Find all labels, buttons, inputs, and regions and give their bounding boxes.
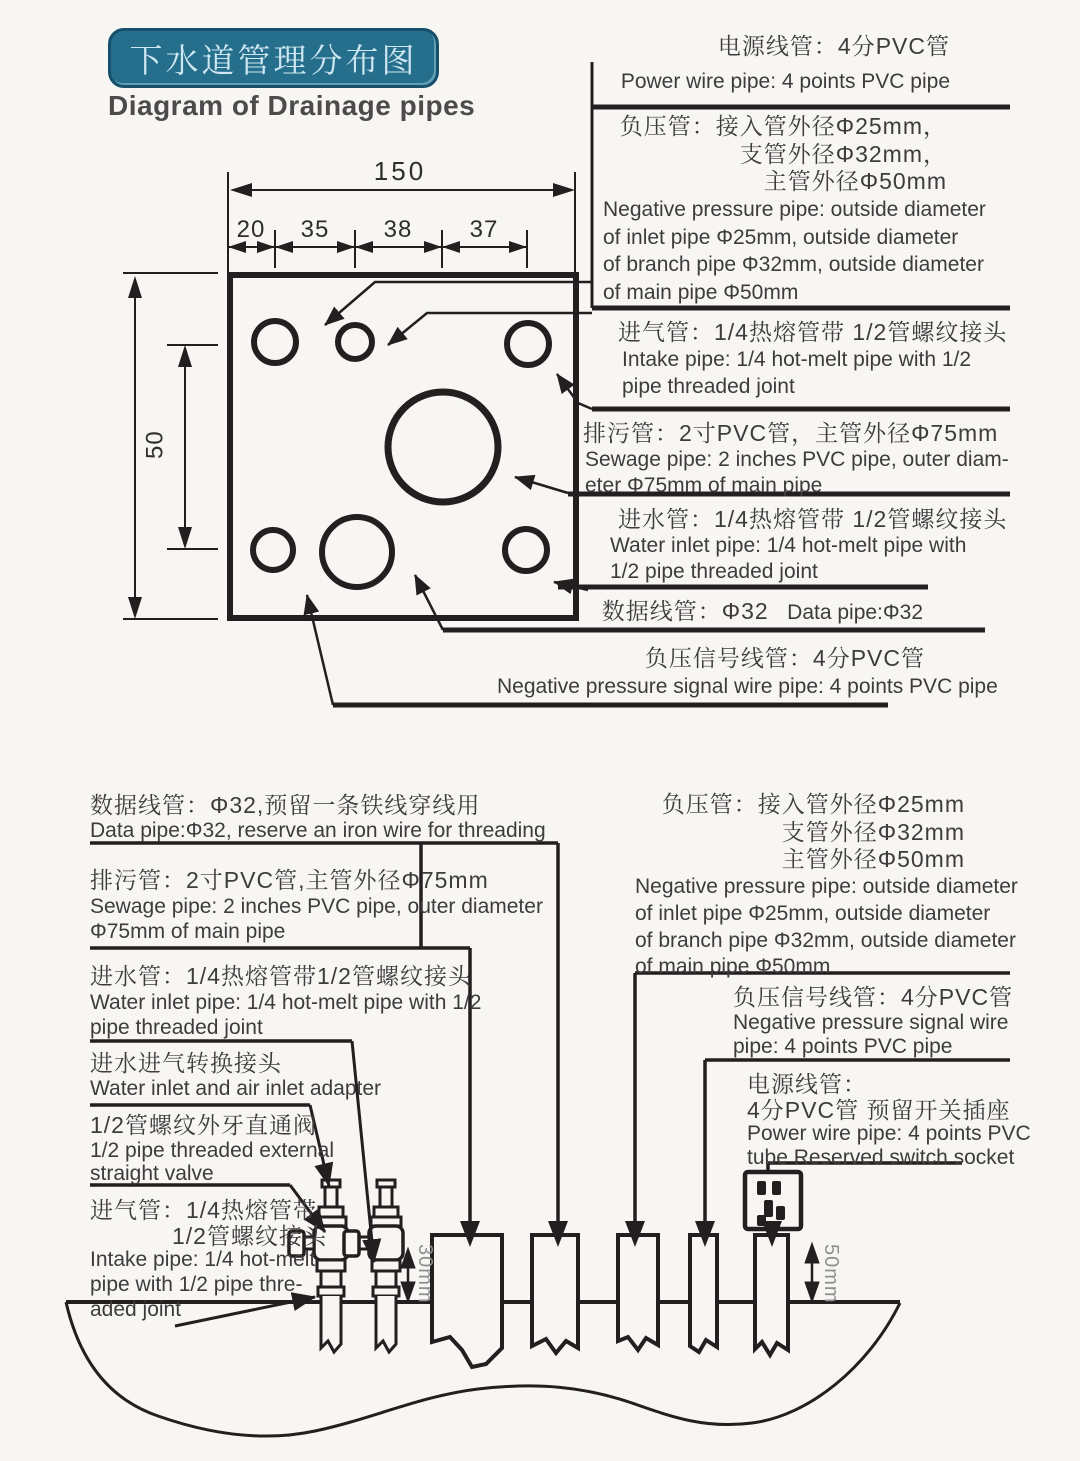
label-intake-zh: 进气管：1/4热熔管带 1/2管螺纹接头 <box>618 319 1008 345</box>
label-water-inlet-en: Water inlet pipe: 1/4 hot-melt pipe with <box>610 534 967 557</box>
label-sv-water-en: Water inlet pipe: 1/4 hot-melt pipe with 1/2 <box>90 991 482 1014</box>
label-sv-intake-en: pipe with 1/2 pipe thre- <box>90 1273 303 1296</box>
label-sv-sewage-en: Φ75mm of main pipe <box>90 920 286 943</box>
page-title-zh: 下水道管理分布图 <box>129 41 418 79</box>
label-sv-power-zh: 4分PVC管 预留开关插座 <box>747 1097 1011 1123</box>
label-water-inlet-zh: 进水管：1/4热熔管带 1/2管螺纹接头 <box>618 506 1008 532</box>
label-sv-np-en: Negative pressure pipe: outside diameter <box>635 875 1018 898</box>
pipe-stub-3 <box>618 1235 658 1350</box>
label-sv-power-zh: 电源线管： <box>747 1071 867 1097</box>
label-neg-pressure-zh: 支管外径Φ32mm， <box>739 141 947 167</box>
label-sv-data-en: Data pipe:Φ32, reserve an iron wire for threading <box>90 819 546 842</box>
label-water-inlet-en: 1/2 pipe threaded joint <box>610 560 818 583</box>
label-sv-intake-en: aded joint <box>90 1298 182 1321</box>
label-sv-np-en: of branch pipe Φ32mm, outside diameter <box>635 929 1016 952</box>
title-badge <box>108 28 439 88</box>
label-intake-en: pipe threaded joint <box>622 375 795 398</box>
dim-offset-30mm: 30mm <box>414 1244 436 1304</box>
pipe-stub-4 <box>690 1235 717 1352</box>
label-data-pipe <box>602 599 923 624</box>
label-neg-pressure-en: of inlet pipe Φ25mm, outside diameter <box>603 226 959 249</box>
label-sv-np-en: of main pipe Φ50mm <box>635 955 831 978</box>
pipe-stub-5 <box>755 1235 788 1355</box>
label-intake-en: Intake pipe: 1/4 hot-melt pipe with 1/2 <box>622 348 972 371</box>
label-sv-np-zh: 负压管：接入管外径Φ25mm <box>661 791 965 817</box>
label-sv-intake-zh: 1/2管螺纹接头 <box>172 1223 327 1249</box>
label-valve-en: straight valve <box>90 1162 214 1185</box>
label-sv-sewage-zh: 排污管：2寸PVC管,主管外径Φ75mm <box>90 867 489 893</box>
label-sv-data-zh: 数据线管：Φ32,预留一条铁线穿线用 <box>90 792 481 818</box>
dim-offset-50mm: 50mm <box>820 1244 842 1304</box>
label-neg-pressure-zh: 主管外径Φ50mm <box>763 168 947 194</box>
label-sewage-en: Sewage pipe: 2 inches PVC pipe, outer diam- <box>585 448 1009 471</box>
label-neg-pressure-zh: 负压管：接入管外径Φ25mm， <box>619 113 947 139</box>
label-neg-pressure-en: Negative pressure pipe: outside diameter <box>603 198 986 221</box>
label-neg-pressure-en: of branch pipe Φ32mm, outside diameter <box>603 253 984 276</box>
label-sv-intake-zh: 进气管：1/4热熔管带 <box>90 1197 317 1223</box>
page-subtitle-en: Diagram of Drainage pipes <box>108 90 476 121</box>
label-power-wire-zh: 电源线管：4分PVC管 <box>717 33 950 59</box>
label-power-wire-en: Power wire pipe: 4 points PVC pipe <box>620 70 950 93</box>
dim-seg-35: 35 <box>300 216 330 243</box>
label-adapter-zh: 进水进气转换接头 <box>90 1050 282 1076</box>
label-sv-water-en: pipe threaded joint <box>90 1016 263 1039</box>
valve-assembly-2 <box>344 1180 403 1352</box>
label-np-signal-zh: 负压信号线管：4分PVC管 <box>644 645 925 671</box>
label-data-pipe-en: Data pipe:Φ32 <box>787 601 923 624</box>
dim-seg-20: 20 <box>236 216 266 243</box>
plate-top-view <box>230 275 576 618</box>
label-sv-intake-en: Intake pipe: 1/4 hot-melt <box>90 1248 316 1271</box>
label-sewage-zh: 排污管：2寸PVC管，主管外径Φ75mm <box>583 420 999 446</box>
label-valve-en: 1/2 pipe threaded external <box>90 1139 335 1162</box>
label-adapter-en: Water inlet and air inlet adapter <box>90 1077 382 1100</box>
label-sv-np-en: of inlet pipe Φ25mm, outside diameter <box>635 902 991 925</box>
dim-overall-150: 150 <box>373 156 427 186</box>
pipe-stub-1 <box>432 1235 502 1367</box>
label-sv-power-en: Power wire pipe: 4 points PVC <box>747 1122 1031 1145</box>
label-sv-signal-zh: 负压信号线管：4分PVC管 <box>733 984 1014 1010</box>
dim-seg-38: 38 <box>383 216 413 243</box>
label-sv-sewage-en: Sewage pipe: 2 inches PVC pipe, outer diameter <box>90 895 543 918</box>
label-valve-zh: 1/2管螺纹外牙直通阀 <box>90 1112 317 1138</box>
label-sv-signal-en: Negative pressure signal wire <box>733 1011 1009 1034</box>
label-np-signal-en: Negative pressure signal wire pipe: 4 points PVC pipe <box>497 675 998 698</box>
dim-rows-50: 50 <box>141 430 169 459</box>
label-sv-power-en: tube Reserved switch socket <box>747 1146 1015 1169</box>
switch-socket-icon <box>745 1172 801 1229</box>
label-sewage-en: eter Φ75mm of main pipe <box>585 474 823 497</box>
label-sv-np-zh: 主管外径Φ50mm <box>781 846 965 872</box>
label-data-pipe-zh: 数据线管：Φ32 <box>601 598 769 624</box>
label-sv-water-zh: 进水管：1/4热熔管带1/2管螺纹接头 <box>90 963 472 989</box>
pipe-stub-2 <box>532 1235 578 1353</box>
label-sv-signal-en: pipe: 4 points PVC pipe <box>733 1035 953 1058</box>
label-sv-np-zh: 支管外径Φ32mm <box>781 819 965 845</box>
label-neg-pressure-en: of main pipe Φ50mm <box>603 281 799 304</box>
dim-seg-37: 37 <box>469 216 499 243</box>
